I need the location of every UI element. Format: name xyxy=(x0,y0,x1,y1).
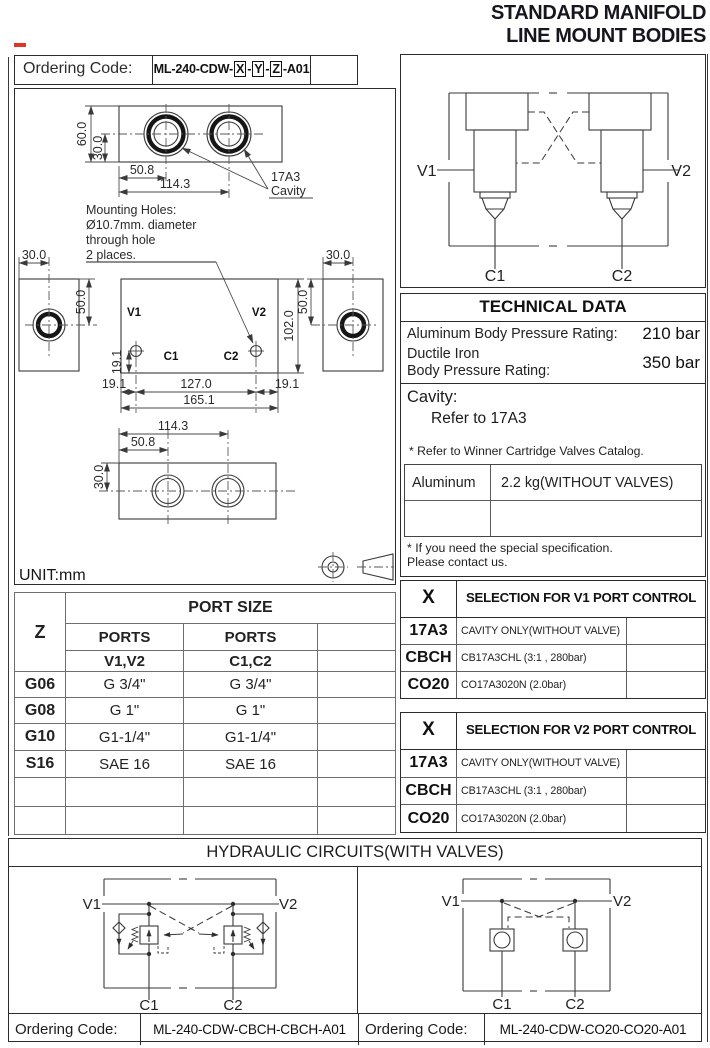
table-row xyxy=(15,593,396,624)
table-row xyxy=(15,807,396,835)
port-label-v1: V1 xyxy=(127,307,142,319)
schematic-c2-label: C2 xyxy=(611,268,633,285)
z-code: G06 xyxy=(15,672,66,698)
circuit-cbch xyxy=(9,867,358,1013)
note-line1: Mounting Holes: xyxy=(86,203,177,217)
weight-row-aluminum xyxy=(405,465,701,500)
selection-v2-x: X xyxy=(401,713,457,749)
port-c: G 3/4" xyxy=(184,672,318,698)
aluminum-rating-label: Aluminum Body Pressure Rating: xyxy=(407,325,618,342)
ordering-code-cbch: ML-240-CDW-CBCH-CBCH-A01 xyxy=(153,1022,346,1037)
bottom-view xyxy=(92,419,297,525)
circuit-v1-label: V1 xyxy=(441,893,460,910)
circuit-outline xyxy=(463,879,610,991)
schematic-c1-label: C1 xyxy=(484,268,506,285)
circuit-c2-label: C2 xyxy=(223,997,243,1013)
ordering-label: Ordering Code: xyxy=(359,1014,485,1045)
mounting-holes-note xyxy=(86,203,253,343)
port-c: G 1" xyxy=(184,698,318,724)
ductile-rating-value: 350 bar xyxy=(642,352,700,372)
port-label-c2: C2 xyxy=(223,351,239,363)
dim-50-8-top: 50.8 xyxy=(129,163,155,177)
frame-line-right xyxy=(707,54,708,1042)
port-c xyxy=(184,778,318,807)
ordering-cbch xyxy=(9,1014,359,1045)
schematic-v1-label: V1 xyxy=(417,163,437,180)
catalog-note: * Refer to Winner Cartridge Valves Catalog. xyxy=(409,444,644,458)
circuit-c1-label: C1 xyxy=(492,996,512,1013)
z-code: S16 xyxy=(15,751,66,778)
frame-line-left xyxy=(8,57,9,836)
dim-50-8-bottom: 50.8 xyxy=(130,435,156,449)
option-desc: CO17A3020N (2.0bar) xyxy=(457,805,627,832)
ordering-co20 xyxy=(359,1014,701,1045)
cavity-info xyxy=(401,384,705,428)
table-row xyxy=(15,624,396,651)
hydraulic-ordering-row xyxy=(9,1013,701,1045)
hydraulic-circuits-title: HYDRAULIC CIRCUITS(WITH VALVES) xyxy=(9,839,701,867)
ordering-code-co20: ML-240-CDW-CO20-CO20-A01 xyxy=(499,1022,687,1037)
z-code: G10 xyxy=(15,724,66,751)
counterbalance-valve-2 xyxy=(199,902,269,1000)
code-z-box: Z xyxy=(272,62,280,76)
ordering-code-label: Ordering Code: xyxy=(15,56,153,84)
dim-114-3-top: 114.3 xyxy=(159,177,191,191)
dim-50-left: 50.0 xyxy=(74,289,88,315)
note-line4: 2 places. xyxy=(86,248,137,262)
table-row xyxy=(401,618,705,644)
option-code: CO20 xyxy=(401,672,457,698)
option-code: CO20 xyxy=(401,805,457,832)
port-size-title: PORT SIZE xyxy=(66,593,396,624)
empty-cell xyxy=(318,672,396,698)
circuit-outline xyxy=(104,879,276,988)
option-desc: CAVITY ONLY(WITHOUT VALVE) xyxy=(457,618,627,644)
option-code: 17A3 xyxy=(401,750,457,777)
table-row xyxy=(15,751,396,778)
unit-label: UNIT:mm xyxy=(19,567,86,583)
circuit-c2-label: C2 xyxy=(565,996,585,1013)
ordering-label: Ordering Code: xyxy=(9,1014,141,1045)
pilot-check-valve-1 xyxy=(490,899,514,997)
hydraulic-circuits-section xyxy=(8,838,702,1042)
manifold-schematic-panel xyxy=(400,54,706,288)
code-y-box: Y xyxy=(254,62,263,76)
empty-cell xyxy=(318,724,396,751)
selection-v2-header xyxy=(401,713,705,750)
selection-v1-header xyxy=(401,581,705,618)
technical-data-panel xyxy=(400,293,706,577)
z-code: G08 xyxy=(15,698,66,724)
manifold-outline xyxy=(449,93,668,246)
option-code: 17A3 xyxy=(401,618,457,644)
port-c xyxy=(184,807,318,835)
dim-19-1-right: 19.1 xyxy=(274,377,300,391)
ports-subheader-v: V1,V2 xyxy=(66,651,184,672)
page-title xyxy=(491,2,706,48)
weight-material-empty xyxy=(405,501,491,536)
ports-col-header-2: PORTS xyxy=(184,624,318,651)
cavity-label: Cavity: xyxy=(407,388,458,406)
port-label-c1: C1 xyxy=(163,351,179,363)
ordering-code-value xyxy=(153,56,311,84)
table-row xyxy=(401,671,705,698)
z-code xyxy=(15,807,66,835)
cavity-value: Refer to 17A3 xyxy=(431,410,527,427)
port-size-table-panel xyxy=(14,592,396,835)
dimension-drawing-panel xyxy=(14,88,396,585)
cartridge-valve-1 xyxy=(466,93,528,269)
selection-table-v2 xyxy=(400,712,706,833)
dim-165-1: 165.1 xyxy=(183,393,215,407)
port-v xyxy=(66,778,184,807)
pilot-cross-lines xyxy=(150,906,232,933)
ordering-code-box xyxy=(14,55,358,85)
ports-subheader-c: C1,C2 xyxy=(184,651,318,672)
pressure-rating-ductile-row xyxy=(401,344,705,379)
circuit-co20-diagram xyxy=(358,867,701,1013)
ductile-rating-label xyxy=(407,346,550,379)
note-line3: through hole xyxy=(86,233,156,247)
weight-material: Aluminum xyxy=(405,465,491,500)
empty-cell xyxy=(318,807,396,835)
hydraulic-circuits-body xyxy=(9,867,701,1013)
empty-cell xyxy=(318,778,396,807)
selection-v1-title: SELECTION FOR V1 PORT CONTROL xyxy=(465,590,697,605)
special-spec-note xyxy=(401,537,705,569)
table-row xyxy=(401,777,705,805)
third-angle-projection-icon xyxy=(318,552,394,582)
red-corner-mark xyxy=(14,43,26,47)
dim-50-right: 50.0 xyxy=(296,289,310,315)
option-code: CBCH xyxy=(401,778,457,805)
dim-19-1-left: 19.1 xyxy=(101,377,127,391)
option-desc: CAVITY ONLY(WITHOUT VALVE) xyxy=(457,750,627,777)
cavity-callout-line1: 17A3 xyxy=(271,170,301,184)
z-column-header: Z xyxy=(15,593,66,672)
table-row xyxy=(15,651,396,672)
pilot-cross-lines xyxy=(504,903,574,928)
empty-header-cell xyxy=(318,624,396,651)
code-sep1: - xyxy=(247,62,252,76)
weight-value: 2.2 kg(WITHOUT VALVES) xyxy=(501,474,674,491)
table-row xyxy=(15,672,396,698)
pressure-rating-aluminum-row xyxy=(401,322,705,344)
dim-114-3-bottom: 114.3 xyxy=(157,419,189,433)
option-desc: CB17A3CHL (3:1 , 280bar) xyxy=(457,645,627,671)
dim-30-right: 30.0 xyxy=(325,248,351,262)
ordering-code-empty-cell xyxy=(311,56,357,84)
port-v: G 1" xyxy=(66,698,184,724)
port-c: SAE 16 xyxy=(184,751,318,778)
weight-table xyxy=(404,464,702,537)
ductile-rating-label-line2: Body Pressure Rating: xyxy=(407,362,551,379)
ductile-rating-label-line1: Ductile Iron xyxy=(407,346,480,362)
circuit-cbch-diagram xyxy=(9,867,357,1013)
option-code: CBCH xyxy=(401,645,457,671)
counterbalance-valve-1 xyxy=(113,902,183,1000)
aluminum-rating-value: 210 bar xyxy=(642,324,700,343)
circuit-co20 xyxy=(358,867,701,1013)
circuit-v1-label: V1 xyxy=(82,896,101,913)
code-suffix: -A01 xyxy=(282,62,310,76)
option-desc: CO17A3020N (2.0bar) xyxy=(457,672,627,698)
weight-row-empty xyxy=(405,500,701,536)
port-v: G 3/4" xyxy=(66,672,184,698)
port-v: G1-1/4" xyxy=(66,724,184,751)
table-row xyxy=(15,778,396,807)
circuit-v2-label: V2 xyxy=(279,896,298,913)
page-title-line1: STANDARD MANIFOLD xyxy=(490,2,706,24)
pilot-cross-lines xyxy=(516,112,601,163)
schematic-v2-label: V2 xyxy=(671,163,691,180)
code-prefix: ML-240-CDW- xyxy=(153,62,233,76)
table-row xyxy=(401,644,705,671)
dim-102: 102.0 xyxy=(282,310,296,342)
empty-header-cell xyxy=(318,651,396,672)
dim-30-left: 30.0 xyxy=(21,248,47,262)
table-row xyxy=(401,804,705,832)
option-desc: CB17A3CHL (3:1 , 280bar) xyxy=(457,778,627,805)
dimension-drawing xyxy=(15,89,394,583)
code-sep2: - xyxy=(265,62,270,76)
special-spec-note-line1: * If you need the special specification. xyxy=(407,541,613,555)
port-size-table xyxy=(14,592,396,835)
port-v: SAE 16 xyxy=(66,751,184,778)
note-line2: Ø10.7mm. diameter xyxy=(86,218,197,232)
dim-127: 127.0 xyxy=(180,377,212,391)
page-title-line2: LINE MOUNT BODIES xyxy=(506,25,706,47)
pilot-check-valve-2 xyxy=(563,899,587,997)
dim-30-top: 30.0 xyxy=(91,135,105,161)
empty-cell xyxy=(318,698,396,724)
empty-cell xyxy=(318,751,396,778)
special-spec-note-line2: Please contact us. xyxy=(407,555,508,569)
table-row xyxy=(15,724,396,751)
dim-60: 60.0 xyxy=(75,121,89,147)
cartridge-valve-2 xyxy=(589,93,651,269)
technical-data-title: TECHNICAL DATA xyxy=(401,294,705,322)
dim-30-bottom: 30.0 xyxy=(92,464,106,490)
dim-19-1-vert: 19.1 xyxy=(110,349,124,375)
port-v xyxy=(66,807,184,835)
circuit-c1-label: C1 xyxy=(139,997,159,1013)
front-view xyxy=(19,248,383,413)
table-row xyxy=(401,750,705,777)
circuit-v2-label: V2 xyxy=(613,893,632,910)
ports-col-header-1: PORTS xyxy=(66,624,184,651)
port-c: G1-1/4" xyxy=(184,724,318,751)
code-x-box: X xyxy=(236,62,245,76)
selection-v1-x: X xyxy=(401,581,457,617)
selection-table-v1 xyxy=(400,580,706,699)
cavity-callout-line2: Cavity xyxy=(271,184,306,198)
top-view xyxy=(75,104,313,198)
port-label-v2: V2 xyxy=(251,307,266,319)
z-code xyxy=(15,778,66,807)
table-row xyxy=(15,698,396,724)
selection-v2-title: SELECTION FOR V2 PORT CONTROL xyxy=(465,722,697,737)
manifold-schematic xyxy=(401,55,704,286)
